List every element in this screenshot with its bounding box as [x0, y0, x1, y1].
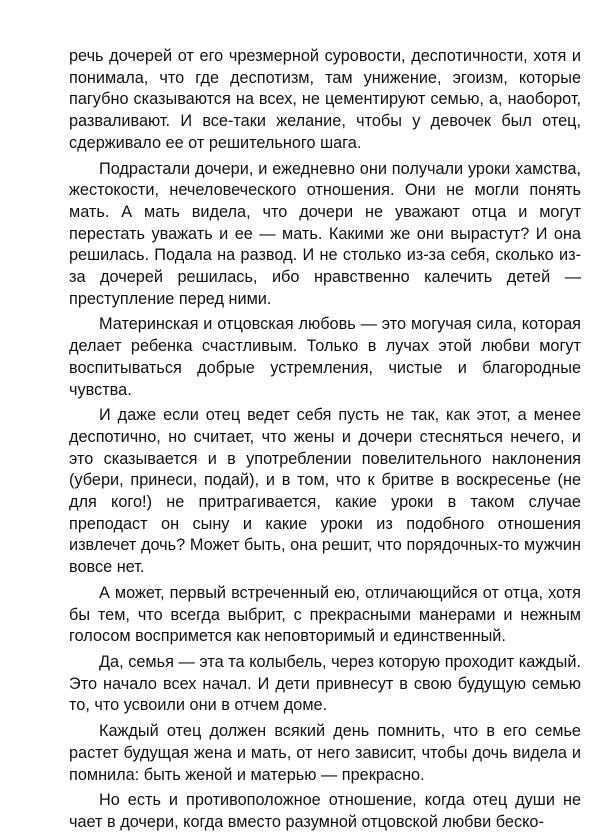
- paragraph-1: речь дочерей от его чрезмерной суровости, деспотичности, хотя и понимала, что где деспотизм, там унижение, эгоизм, которые пагубно сказываются на всех, не цементируют семью, а, наоборот, разваливают. И все-таки желание, чтобы у девочек был отец, сдерживало ее от решительного шага.: [69, 47, 581, 152]
- paragraph-5: А может, первый встреченный ею, отличающийся от отца, хотя бы тем, что всегда выбрит, с прекрасными манерами и нежным голосом воспримется как неповторимый и единственный.: [69, 583, 581, 646]
- paragraph-4: И даже если отец ведет себя пусть не так, как этот, а менее деспотично, но считает, что жены и дочери стесняться нечего, и это сказывается и в употреблении повелительного наклонения (убери, принеси, подай), и в том, что к бритве в воскресенье (не для кого!) не притрагивается, какие уроки в таком случае преподаст он сыну и какие уроки из подобного отношения извлечет дочь? Может быть, она решит, что порядочных-то мужчин вовсе нет.: [69, 406, 581, 577]
- paragraph-6: Да, семья — эта та колыбель, через которую проходит каждый. Это начало всех начал. И дети привнесут в свою будущую семью то, что усвоили они в отчем доме.: [69, 652, 581, 715]
- document-page: [69, 46, 581, 838]
- paragraph-3: Материнская и отцовская любовь — это могучая сила, которая делает ребенка счастливым. Только в лучах этой любви могут воспитываться добрые устремления, чистые и благородные чувства.: [69, 315, 581, 399]
- paragraph-2: Подрастали дочери, и ежедневно они получали уроки хамства, жестокости, нечеловеческого отношения. Они не могли понять мать. А мать видела, что дочери не уважают отца и могут перестать уважать и ее — мать. Какими же они вырастут? И она решилась. Подала на развод. И не столько из-за себя, сколько из-за дочерей решилась, ибо нравственно калечить детей — преступление перед ними.: [69, 159, 581, 308]
- paragraph-7: Каждый отец должен всякий день помнить, что в его семье растет будущая жена и мать, от него зависит, чтобы дочь видела и помнила: быть женой и матерью — прекрасно.: [69, 722, 581, 784]
- paragraph-8: Но есть и противоположное отношение, когда отец души не чает в дочери, когда вместо разумной отцовской любви беско-: [69, 791, 581, 831]
